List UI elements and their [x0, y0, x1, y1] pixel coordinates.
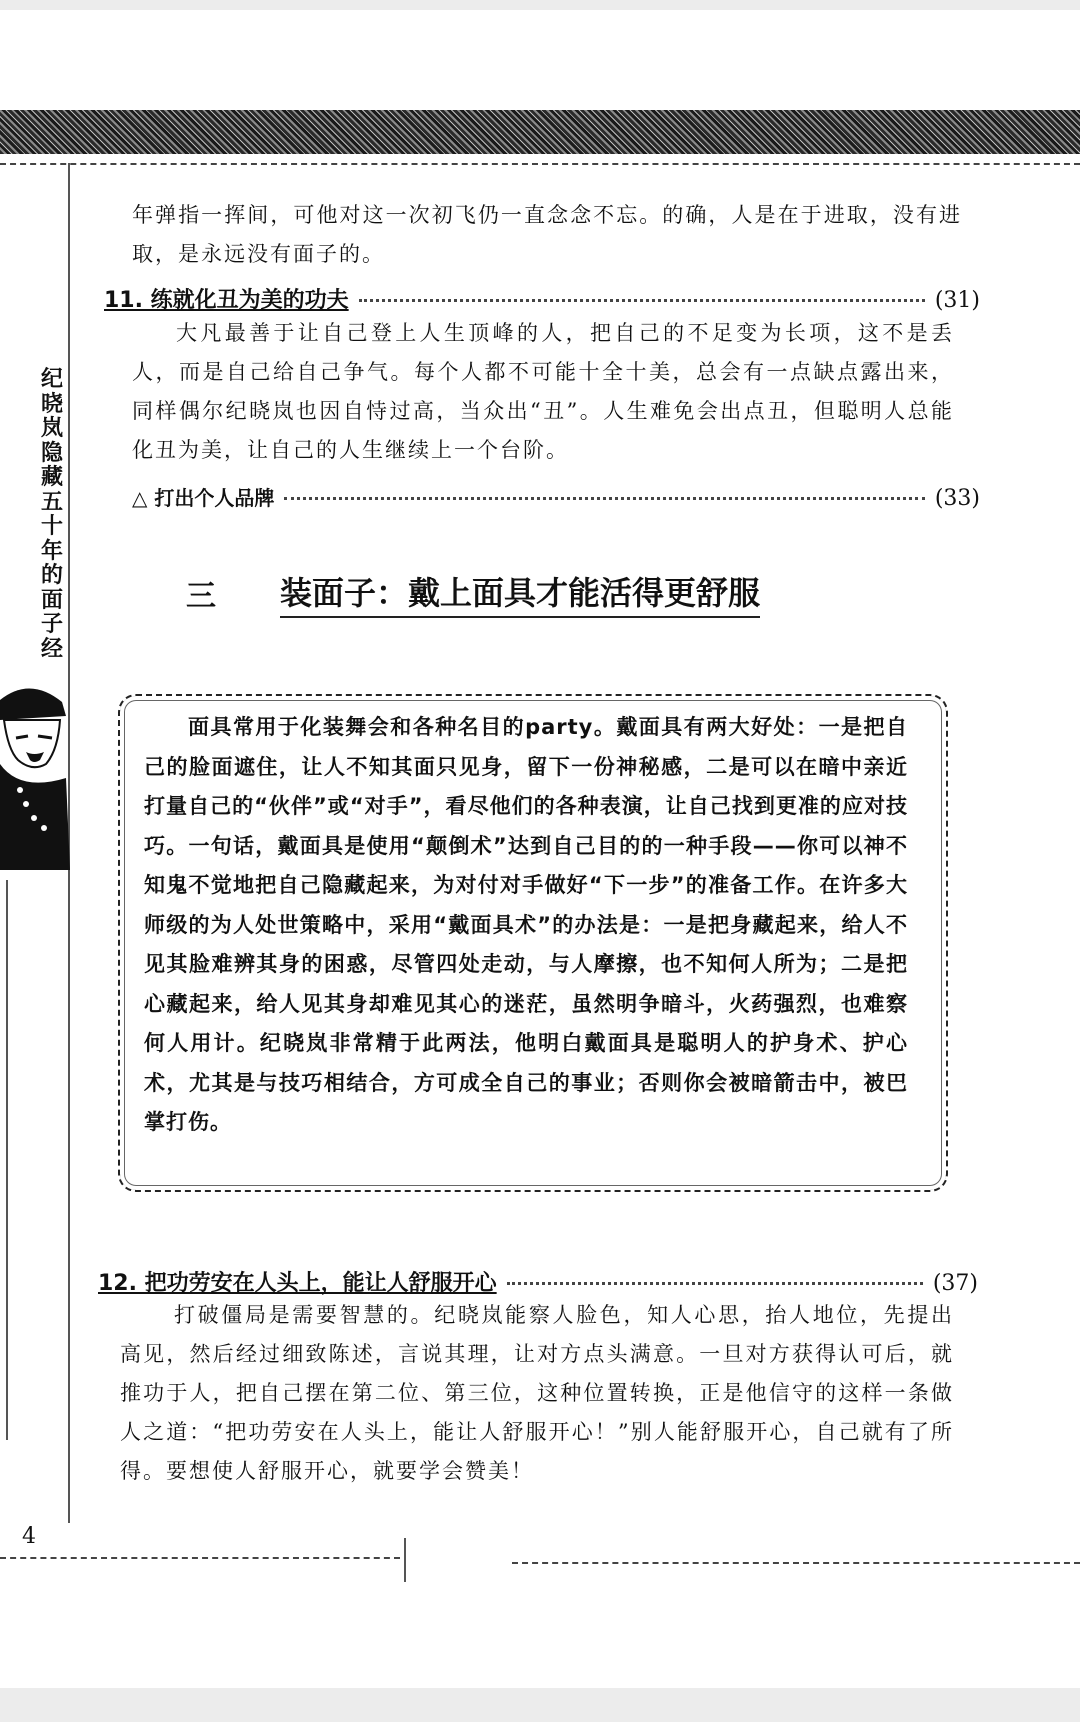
toc-leader-dots: [507, 1282, 923, 1285]
toc-entry-title: 12. 把功劳安在人头上，能让人舒服开心: [98, 1271, 497, 1296]
toc-entry-subsection[interactable]: [132, 482, 980, 511]
toc-entry-11[interactable]: [104, 283, 980, 314]
toc-page-number: (31): [934, 288, 980, 313]
intro-paragraph: 年弹指一挥间，可他对这一次初飞仍一直念念不忘。的确，人是在于进取，没有进取，是永远没有面子的。: [132, 203, 962, 266]
left-edge-rule: [6, 880, 8, 1440]
header-dashed-rule: [0, 163, 1080, 165]
footer-tick: [404, 1538, 406, 1582]
chapter-number: 三: [186, 579, 216, 614]
toc-entry-title: 11. 练就化丑为美的功夫: [104, 288, 349, 313]
chapter-title: 装面子：戴上面具才能活得更舒服: [280, 568, 760, 618]
toc-leader-dots: [359, 299, 925, 302]
chapter-summary-text: 面具常用于化装舞会和各种名目的party。戴面具有两大好处：一是把自己的脸面遮住，让人不知其面只见身，留下一份神秘感，二是可以在暗中亲近打量自己的“伙伴”或“对手”，看尽他们的各种表演，让自己找到更准的应对技巧。一句话，戴面具是使用“颠倒术”达到自己目的的一种手段——你可以神不知鬼不觉地把自己隐藏起来，为对付对手做好“下一步”的准备工作。在许多大师级的为人处世策略中，采用“戴面具术”的办法是：一是把身藏起来，给人不见其脸难辨其身的困惑，尽管四处走动，与人摩擦，也不知何人所为；二是把心藏起来，给人见其身却难见其心的迷茫，虽然明争暗斗，火药强烈，也难察何人用计。纪晓岚非常精于此两法，他明白戴面具是聪明人的护身术、护心术，尤其是与技巧相结合，方可成全自己的事业；否则你会被暗箭击中，被巴掌打伤。: [144, 715, 908, 1134]
book-side-title: 纪晓岚隐藏五十年的面子经: [40, 367, 63, 662]
toc-entry-title: △ 打出个人品牌: [132, 486, 275, 510]
section-12-paragraph: 打破僵局是需要智慧的。纪晓岚能察人脸色，知人心思，抬人地位，先提出高见，然后经过细致陈述，言说其理，让对方点头满意。一旦对方获得认可后，就推功于人，把自己摆在第二位、第三位，这种位置转换，正是他信守的这样一条做人之道：“把功劳安在人头上，能让人舒服开心！”别人能舒服开心，自己就有了所得。要想使人舒服开心，就要学会赞美！: [120, 1303, 954, 1483]
author-portrait-image: [0, 680, 70, 870]
scan-top-margin: [0, 0, 1080, 10]
section-11-paragraph: 大凡最善于让自己登上人生顶峰的人，把自己的不足变为长项，这不是丢人，而是自己给自己争气。每个人都不可能十全十美，总会有一点缺点露出来，同样偶尔纪晓岚也因自恃过高，当众出“丑”。人生难免会出点丑，但聪明人总能化丑为美，让自己的人生继续上一个台阶。: [132, 321, 954, 462]
toc-entry-12[interactable]: [98, 1266, 978, 1297]
header-decorative-band: [0, 110, 1080, 154]
footer-dashed-rule-left: [0, 1557, 400, 1559]
scan-bottom-margin: [0, 1688, 1080, 1722]
chapter-heading[interactable]: [170, 568, 760, 618]
toc-page-number: (37): [932, 1271, 978, 1296]
footer-dashed-rule-right: [512, 1562, 1080, 1564]
toc-leader-dots: [284, 497, 924, 500]
page-number: 4: [22, 1524, 36, 1549]
toc-page-number: (33): [934, 486, 980, 511]
